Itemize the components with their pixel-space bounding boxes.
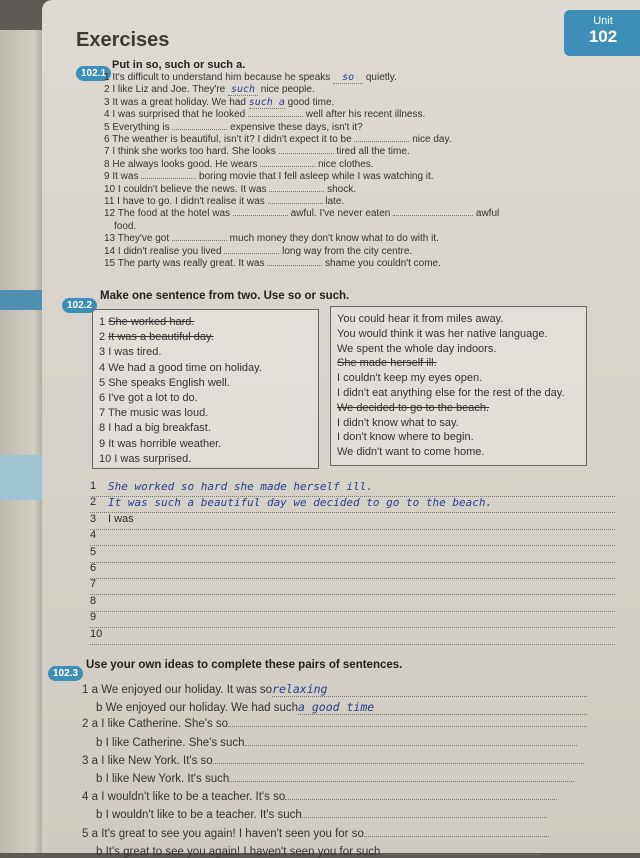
item-letter: b [96, 736, 106, 749]
sentence-text: The music was loud. [107, 407, 209, 420]
item-number: 8 [104, 158, 113, 170]
item-text: It's great to see you again! I haven't seen you for such [105, 845, 381, 858]
exercise-item [104, 122, 363, 133]
answer-blank[interactable] [224, 253, 279, 254]
left-page-tab [0, 455, 46, 500]
item-text: I like New York. It's such [105, 773, 230, 785]
right-sentence: We decided to go to the beach. [337, 401, 490, 414]
item-text: much money they don't know what to do with it. [226, 233, 439, 245]
sentence-text: It was horrible weather. [108, 437, 222, 450]
item-text: I couldn't believe the news. It was [117, 183, 270, 195]
item-number: 2 [99, 331, 109, 344]
item-text: shame you couldn't come. [322, 258, 441, 269]
answer-blank[interactable] [213, 763, 584, 764]
item-number: 11 [104, 196, 118, 207]
answer-text: It was such a beautiful day we decided to go to the beach. [108, 496, 493, 510]
item-text: tired all the time. [333, 146, 410, 158]
item-number: 5 [90, 545, 97, 558]
left-sentence [99, 392, 198, 404]
item-letter: a [91, 754, 102, 767]
item-text: I wouldn't like to be a teacher. It's so [101, 791, 286, 804]
exercise-item [104, 72, 397, 84]
pair-item [82, 682, 587, 697]
item-text: long way from the city centre. [279, 245, 413, 257]
page-title: Exercises [76, 29, 170, 51]
item-number: 4 [104, 109, 113, 121]
item-text: I like New York. It's so [101, 754, 213, 767]
answer-row[interactable] [90, 628, 615, 645]
exercise-item [104, 159, 374, 170]
item-number: 7 [90, 578, 97, 591]
item-letter: a [91, 718, 102, 731]
item-number: 10 [104, 183, 118, 195]
item-number: 8 [99, 422, 109, 435]
answer-text: She worked so hard she made herself ill. [108, 480, 373, 493]
pair-item [82, 791, 557, 803]
sentence-text: I've got a lot to do. [108, 392, 198, 404]
exercise-item [104, 109, 425, 120]
item-number: 6 [104, 134, 113, 145]
item-number: 3 [99, 346, 109, 359]
exercise-item [104, 196, 344, 207]
answer-blank[interactable] [285, 799, 557, 800]
answer-blank[interactable] [267, 265, 322, 266]
item-number: 6 [90, 562, 97, 574]
item-number: 3 [90, 512, 97, 525]
right-sentence: I don't know where to begin. [337, 431, 474, 444]
item-number: 15 [104, 258, 118, 269]
pair-item [96, 700, 587, 715]
left-sentence [99, 438, 221, 450]
item-number: 9 [90, 611, 97, 624]
answer-text: I was [108, 512, 134, 525]
exercise-instruction: Use your own ideas to complete these pairs of sentences. [86, 659, 403, 671]
item-number: 10 [99, 452, 115, 465]
item-number: 2 [82, 718, 92, 731]
item-text: nice clothes. [315, 158, 374, 170]
sentence-text: She worked hard. [108, 316, 195, 328]
sentence-text: She speaks English well. [108, 376, 230, 389]
item-text: nice people. [258, 84, 315, 96]
right-sentence: You would think it was her native language. [337, 327, 548, 340]
item-number: 1 [82, 684, 92, 696]
left-sentence [99, 422, 211, 434]
item-number: 5 [82, 827, 92, 840]
left-sentence [99, 407, 208, 419]
left-sentence [99, 377, 230, 389]
right-sentence: We didn't want to come home. [337, 446, 485, 459]
answer-blank[interactable] [364, 836, 549, 837]
item-text: I wouldn't like to be a teacher. It's such [105, 809, 302, 822]
sentence-text: I was tired. [108, 346, 162, 359]
item-text: quietly. [363, 72, 397, 83]
answer-blank[interactable] [279, 153, 334, 154]
pair-item [96, 846, 539, 858]
item-text: I like Catherine. She's so [101, 718, 229, 731]
answer-blank[interactable] [228, 726, 587, 727]
item-text: They've got [117, 233, 172, 245]
item-letter: b [96, 809, 106, 822]
item-number: 6 [99, 392, 109, 404]
item-text: It's great to see you again! I haven't seen you for so [101, 827, 364, 840]
item-text: We enjoyed our holiday. We had such [105, 702, 299, 715]
item-number: 4 [90, 529, 97, 542]
item-text: I think she works too hard. She looks [112, 146, 279, 158]
sentence-text: I had a big breakfast. [108, 422, 211, 435]
exercise-item [104, 233, 439, 244]
answer-row[interactable] [90, 595, 615, 612]
item-number: 8 [90, 594, 97, 607]
answer-row[interactable] [90, 562, 615, 579]
item-number: 7 [99, 407, 108, 420]
item-text: good time. [284, 96, 335, 108]
item-text: It was [112, 171, 142, 183]
answer-blank[interactable] [268, 203, 323, 204]
left-page-edge [0, 30, 48, 853]
item-letter: a [91, 791, 102, 804]
exercise-badge: 102.1 [76, 66, 111, 81]
item-letter: a [91, 684, 102, 696]
exercise-instruction: Make one sentence from two. Use so or such. [100, 290, 350, 302]
item-number: 9 [104, 171, 113, 183]
right-sentence: I didn't know what to say. [337, 416, 459, 429]
answer-blank[interactable] [233, 215, 288, 216]
pair-item [82, 828, 549, 840]
right-sentence: She made herself ill. [337, 357, 437, 370]
answer-blank[interactable] [245, 745, 577, 746]
unit-badge [564, 10, 640, 56]
exercise-badge: 102.2 [62, 298, 97, 313]
exercise-item [114, 221, 136, 232]
left-sentence [99, 316, 194, 328]
answer-row[interactable] [90, 513, 615, 530]
item-text: Everything is [112, 121, 173, 133]
answer-blank[interactable]: so [333, 72, 363, 84]
exercise-item [104, 184, 356, 195]
pair-item [82, 718, 587, 730]
item-number: 10 [90, 627, 103, 640]
unit-label: Unit [593, 15, 613, 27]
answer-blank[interactable] [172, 129, 227, 130]
item-text: We enjoyed our holiday. It was so [101, 684, 273, 696]
item-text: I like Catherine. She's such [105, 736, 245, 749]
item-number: 12 [104, 208, 118, 220]
item-number: 1 [104, 72, 113, 83]
exercise-item [104, 84, 315, 96]
exercise-badge: 102.3 [48, 666, 83, 681]
right-sentence: I didn't eat anything else for the rest of the day. [337, 387, 565, 399]
pair-item [96, 773, 574, 785]
left-page-tab [0, 290, 46, 310]
answer-blank[interactable]: such [228, 84, 258, 96]
exercise-item [104, 171, 434, 182]
sentence-box-left [92, 309, 319, 469]
item-text: I was surprised that he looked [112, 109, 248, 121]
unit-number: 102 [588, 27, 618, 46]
answer-blank[interactable] [248, 116, 303, 117]
item-number: 3 [104, 96, 113, 108]
item-text: He always looks good. He wears [112, 158, 261, 170]
pair-item [82, 755, 584, 767]
item-text: shock. [324, 183, 357, 195]
item-letter: b [96, 702, 106, 715]
item-text: The food at the hotel was [117, 208, 233, 220]
item-text: The weather is beautiful, isn't it? I didn't expect it to be [112, 134, 355, 145]
item-number: 4 [99, 361, 109, 374]
item-letter: b [96, 773, 106, 785]
item-text: I have to go. I didn't realise it was [117, 196, 268, 207]
item-letter: b [96, 845, 106, 858]
item-number: 2 [90, 496, 97, 509]
exercise-instruction: Put in so, such or such a. [112, 59, 246, 71]
answer-blank[interactable]: such a [248, 96, 285, 108]
answer-blank[interactable] [354, 141, 409, 142]
item-text: expensive these days, isn't it? [227, 121, 363, 133]
item-text: I like Liz and Joe. They're [112, 84, 229, 96]
answer-blank[interactable] [229, 781, 574, 782]
left-sentence [99, 453, 191, 465]
answer-blank[interactable]: a good time [298, 700, 587, 715]
item-number: 1 [90, 480, 97, 492]
answer-blank[interactable] [141, 178, 196, 179]
book-page [42, 0, 640, 858]
answer-blank[interactable] [380, 854, 539, 855]
exercise-item [104, 146, 410, 157]
item-text: I didn't realise you lived [117, 245, 225, 257]
pair-item [96, 809, 547, 821]
sentence-text: It was a beautiful day. [108, 331, 214, 344]
item-letter: a [91, 827, 102, 840]
answer-blank[interactable]: relaxing [272, 682, 587, 697]
item-text: It's difficult to understand him because he speaks [112, 72, 334, 83]
answer-blank[interactable] [269, 191, 324, 192]
item-number: 7 [104, 146, 113, 158]
left-sentence [99, 362, 262, 374]
answer-blank[interactable] [172, 240, 227, 241]
item-text: awful. I've never eaten [287, 208, 394, 220]
item-text: The party was really great. It was [117, 258, 268, 269]
answer-row[interactable] [90, 611, 615, 628]
answer-blank[interactable] [393, 215, 473, 216]
answer-blank[interactable] [260, 166, 315, 167]
item-number: 9 [99, 437, 109, 450]
left-sentence [99, 346, 161, 358]
item-text: food. [114, 220, 137, 232]
item-number: 1 [99, 316, 109, 328]
right-sentence: We spent the whole day indoors. [337, 342, 497, 355]
answer-row[interactable] [90, 529, 615, 546]
left-sentence [99, 331, 214, 343]
item-text: nice day. [409, 134, 452, 145]
item-number: 2 [104, 84, 113, 96]
answer-blank[interactable] [302, 817, 548, 818]
item-text: awful [473, 208, 500, 220]
answer-row[interactable] [90, 578, 615, 595]
item-number: 14 [104, 245, 118, 257]
sentence-text: I was surprised. [114, 452, 192, 465]
sentence-box-right [330, 306, 587, 466]
sentence-text: We had a good time on holiday. [108, 361, 262, 374]
answer-row[interactable] [90, 496, 615, 513]
item-number: 5 [104, 121, 113, 133]
right-sentence: You could hear it from miles away. [337, 313, 504, 325]
answer-row[interactable] [90, 546, 615, 563]
item-number: 13 [104, 233, 118, 245]
item-number: 5 [99, 376, 109, 389]
exercise-item [104, 258, 441, 269]
exercise-item [104, 134, 452, 145]
right-sentence: I couldn't keep my eyes open. [337, 372, 483, 385]
exercise-item [104, 97, 334, 109]
pair-item [96, 737, 577, 749]
exercise-item [104, 208, 499, 219]
item-text: well after his recent illness. [302, 109, 426, 121]
item-text: It was a great holiday. We had [112, 96, 249, 108]
item-number: 3 [82, 754, 92, 767]
item-text: late. [322, 196, 345, 207]
answer-row[interactable] [90, 480, 615, 497]
item-number: 4 [82, 791, 92, 804]
exercise-item [104, 246, 412, 257]
item-text: boring movie that I fell asleep while I was watching it. [196, 171, 434, 183]
